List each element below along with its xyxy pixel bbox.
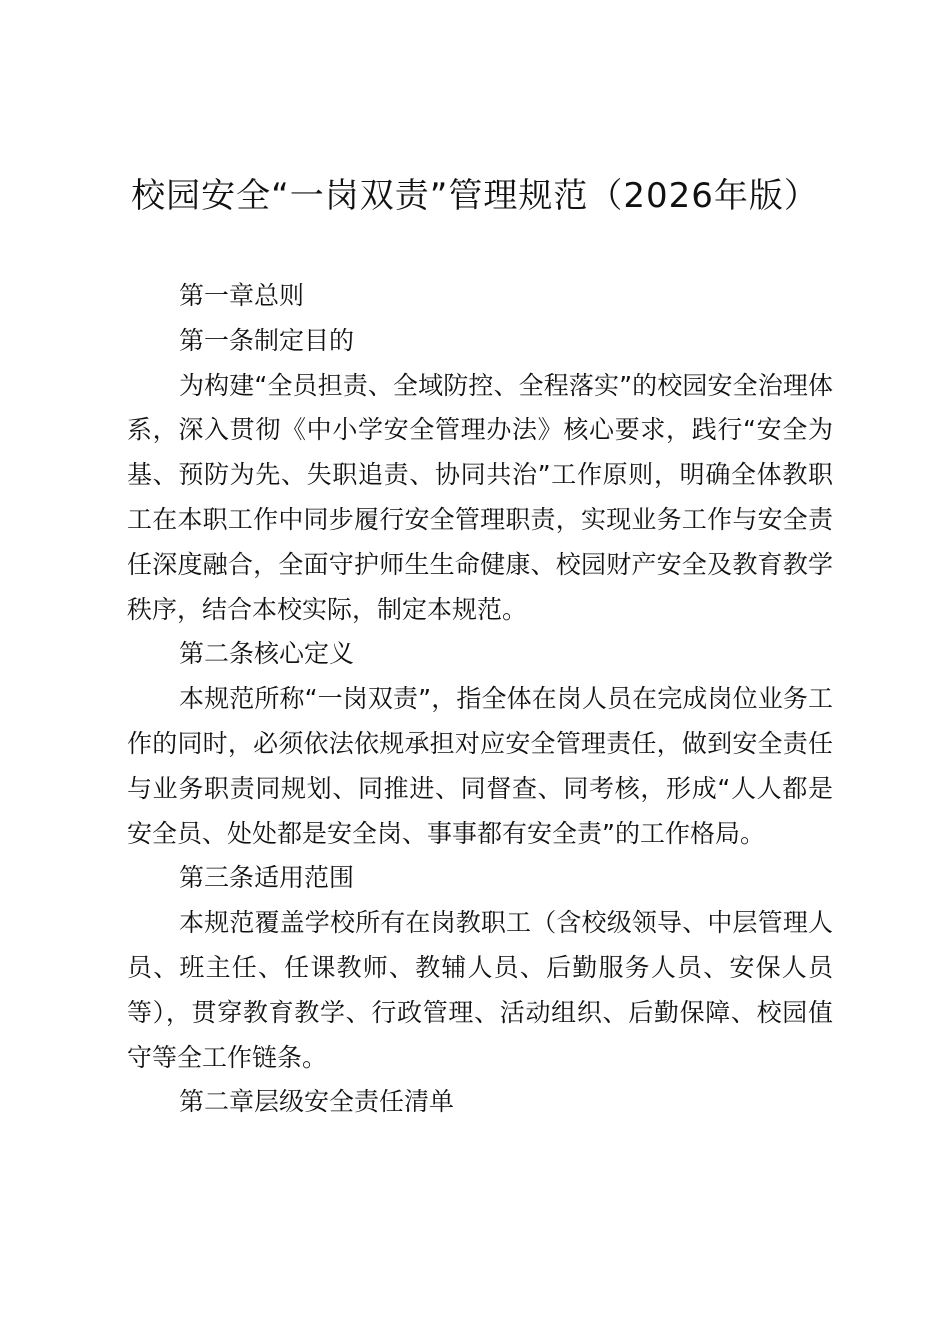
chapter-heading: 第二章层级安全责任清单 xyxy=(179,1087,455,1117)
paragraph: 为构建“全员担责、全域防控、全程落实”的校园安全治理体系，深入贯彻《中小学安全管理办法》核心要求，践行“安全为基、预防为先、失职追责、协同共治”工作原则，明确全体教职工在本职工作中同步履行安全管理职责，实现业务工作与安全责任深度融合，全面守护师生生命健康、校园财产安全及教育教学秩序，结合本校实际，制定本规范。 xyxy=(127,370,833,624)
document-body xyxy=(127,274,833,1125)
article-heading: 第三条适用范围 xyxy=(179,863,355,893)
article-heading: 第二条核心定义 xyxy=(179,639,355,669)
paragraph: 本规范覆盖学校所有在岗教职工（含校级领导、中层管理人员、班主任、任课教师、教辅人员、后勤服务人员、安保人员等），贯穿教育教学、行政管理、活动组织、后勤保障、校园值守等全工作链条。 xyxy=(127,908,833,1072)
article-heading: 第一条制定目的 xyxy=(179,325,355,355)
chapter-heading: 第一章总则 xyxy=(179,281,305,310)
document-title: 校园安全“一岗双责”管理规范（2026年版） xyxy=(131,176,819,216)
paragraph: 本规范所称“一岗双责”，指全体在岗人员在完成岗位业务工作的同时，必须依法依规承担对应安全管理责任，做到安全责任与业务职责同规划、同推进、同督查、同考核，形成“人人都是安全员、处处都是安全岗、事事都有安全责”的工作格局。 xyxy=(127,684,833,848)
